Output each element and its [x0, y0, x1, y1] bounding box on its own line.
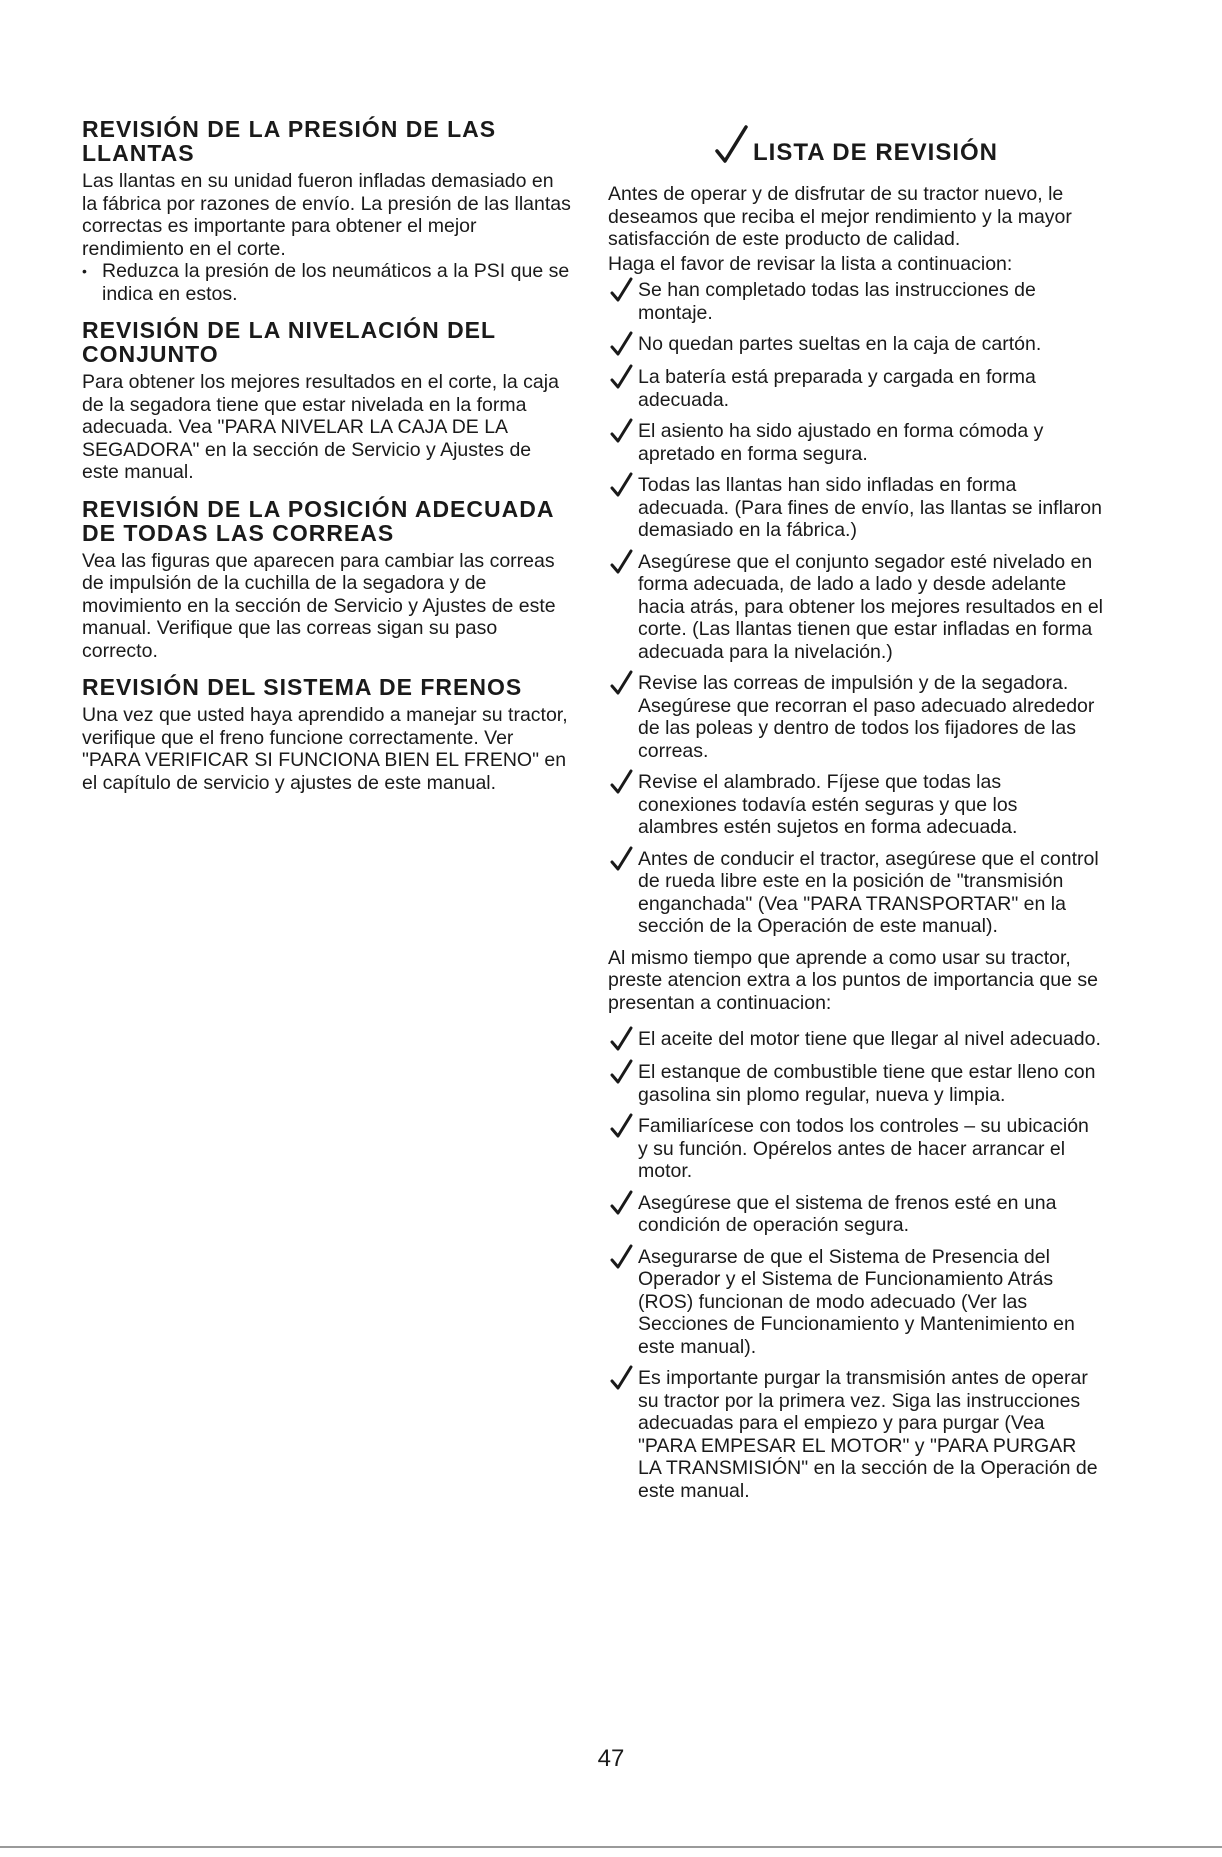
bullet-item — [82, 260, 572, 305]
checklist-item-text: Familiarícese con todos los controles – su ubicación y su función. Opérelos antes de hacer arrancar el motor. — [638, 1115, 1089, 1182]
bottom-rule — [0, 1846, 1222, 1848]
check-mark-icon — [608, 549, 634, 575]
intro-instruction: Haga el favor de revisar la lista a continuacion: — [608, 252, 1013, 275]
checklist-item — [608, 366, 1103, 411]
section-body: Una vez que usted haya aprendido a manejar su tractor, verifique que el freno funcione correctamente. Ver "PARA VERIFICAR SI FUNCIONA BIEN EL FRENO" en el capítulo de servicio y ajustes de este manual. — [82, 704, 568, 794]
check-mark-icon — [608, 1244, 634, 1270]
checklist-item — [608, 279, 1103, 324]
check-mark-icon — [608, 418, 634, 444]
checklist-item-text: Asegúrese que el conjunto segador esté nivelado en forma adecuada, de lado a lado y desde adelante hacia atrás, para obtener los mejores resultados en el corte. (Las llantas tienen que estar infladas en forma adecuada para la nivelación.) — [638, 550, 1104, 663]
checklist-item-text: Asegúrese que el sistema de frenos esté en una condición de operación segura. — [638, 1191, 1057, 1236]
checklist-heading: LISTA DE REVISIÓN — [752, 139, 999, 166]
section-body: Vea las figuras que aparecen para cambiar las correas de impulsión de la cuchilla de la segadora y de movimiento en la sección de Servicio y Ajustes de este manual. Verifique que las correas sigan su paso correcto. — [82, 549, 556, 662]
check-mark-icon — [713, 125, 749, 165]
checklist-item-text: No quedan partes sueltas en la caja de cartón. — [638, 333, 1042, 355]
checklist-secondary — [608, 1028, 1103, 1502]
page-number: 47 — [597, 1745, 625, 1772]
section-body: Para obtener los mejores resultados en el corte, la caja de la segadora tiene que estar nivelada en la forma adecuada. Vea "PARA NIVELAR LA CAJA DE LA SEGADORA" en la sección de Servicio y Ajustes de este manual. — [82, 371, 559, 483]
belts-section — [82, 497, 572, 663]
middle-paragraph: Al mismo tiempo que aprende a como usar su tractor, preste atencion extra a los puntos de importancia que se presentan a continuacion: — [608, 946, 1098, 1014]
section-heading: REVISIÓN DE LA NIVELACIÓN DEL CONJUNTO — [82, 317, 496, 367]
check-mark-icon — [608, 1113, 634, 1139]
section-heading: REVISIÓN DE LA PRESIÓN DE LAS LLANTAS — [82, 116, 497, 166]
checklist-item — [608, 1061, 1103, 1106]
checklist-item — [608, 1192, 1103, 1237]
check-mark-icon — [608, 846, 634, 872]
checklist-item-text: El estanque de combustible tiene que estar lleno con gasolina sin plomo regular, nueva y limpia. — [638, 1061, 1096, 1106]
check-mark-icon — [608, 1026, 634, 1052]
check-mark-icon — [608, 1190, 634, 1216]
checklist-item — [608, 1115, 1103, 1183]
checklist-item-text: Es importante purgar la transmisión antes de operar su tractor por la primera vez. Siga las instrucciones adecuadas para el empiezo y para purgar (Vea "PARA EMPESAR EL MOTOR" y "PARA PURGAR LA TRANSMISIÓN" en la sección de la Operación de este manual. — [638, 1367, 1098, 1502]
checklist-item-text: Revise las correas de impulsión y de la segadora. Asegúrese que recorran el paso adecuado alrededor de las poleas y dentro de todos los fijadores de las correas. — [638, 672, 1095, 762]
section-heading: REVISIÓN DEL SISTEMA DE FRENOS — [82, 674, 523, 700]
section-heading: REVISIÓN DE LA POSICIÓN ADECUADA DE TODAS LAS CORREAS — [82, 495, 554, 546]
check-mark-icon — [608, 331, 634, 357]
checklist-item-text: Se han completado todas las instrucciones de montaje. — [638, 279, 1036, 324]
checklist-item — [608, 672, 1103, 762]
bullet-icon: • — [82, 263, 87, 279]
checklist-item — [608, 333, 1103, 357]
right-column — [608, 125, 1103, 1511]
checklist-item — [608, 420, 1103, 465]
checklist-title — [608, 125, 1103, 165]
checklist-item-text: La batería está preparada y cargada en forma adecuada. — [638, 366, 1036, 411]
left-column — [82, 117, 572, 807]
section-body: Las llantas en su unidad fueron infladas demasiado en la fábrica por razones de envío. La presión de las llantas correctas es importante para obtener el mejor rendimiento en el corte. — [82, 170, 571, 260]
check-mark-icon — [608, 670, 634, 696]
checklist-item — [608, 474, 1103, 542]
checklist-item-text: El aceite del motor tiene que llegar al nivel adecuado. — [638, 1028, 1101, 1050]
checklist-item-text: El asiento ha sido ajustado en forma cómoda y apretado en forma segura. — [638, 420, 1044, 465]
deck-leveling-section — [82, 318, 572, 484]
check-mark-icon — [608, 1365, 634, 1391]
checklist-item-text: Asegurarse de que el Sistema de Presencia del Operador y el Sistema de Funcionamiento Atrás (ROS) funcionan de modo adecuado (Ver las Secciones de Funcionamiento y Mantenimiento en este manual). — [638, 1245, 1075, 1358]
brakes-section — [82, 675, 572, 794]
checklist-item — [608, 551, 1103, 664]
checklist-primary — [608, 279, 1103, 938]
check-mark-icon — [608, 769, 634, 795]
checklist-item — [608, 1246, 1103, 1359]
checklist-item-text: Todas las llantas han sido infladas en forma adecuada. (Para fines de envío, las llantas se inflaron demasiado en la fábrica.) — [638, 474, 1102, 541]
check-mark-icon — [608, 364, 634, 390]
checklist-item — [608, 1028, 1103, 1052]
checklist-item — [608, 848, 1103, 938]
tire-pressure-section — [82, 117, 572, 305]
check-mark-icon — [608, 1059, 634, 1085]
checklist-item — [608, 771, 1103, 839]
checklist-item-text: Revise el alambrado. Fíjese que todas las conexiones todavía estén seguras y que los alambres estén sujetos en forma adecuada. — [638, 771, 1018, 838]
checklist-item-text: Antes de conducir el tractor, asegúrese que el control de rueda libre este en la posición de "transmisión enganchada" (Vea "PARA TRANSPORTAR" en la sección de la Operación de este manual). — [638, 847, 1099, 937]
intro-paragraph: Antes de operar y de disfrutar de su tractor nuevo, le deseamos que reciba el mejor rendimiento y la mayor satisfacción de este producto de calidad. — [608, 183, 1072, 250]
checklist-item — [608, 1367, 1103, 1502]
check-mark-icon — [608, 472, 634, 498]
check-mark-icon — [608, 277, 634, 303]
bullet-text: Reduzca la presión de los neumáticos a la PSI que se indica en estos. — [102, 260, 570, 305]
